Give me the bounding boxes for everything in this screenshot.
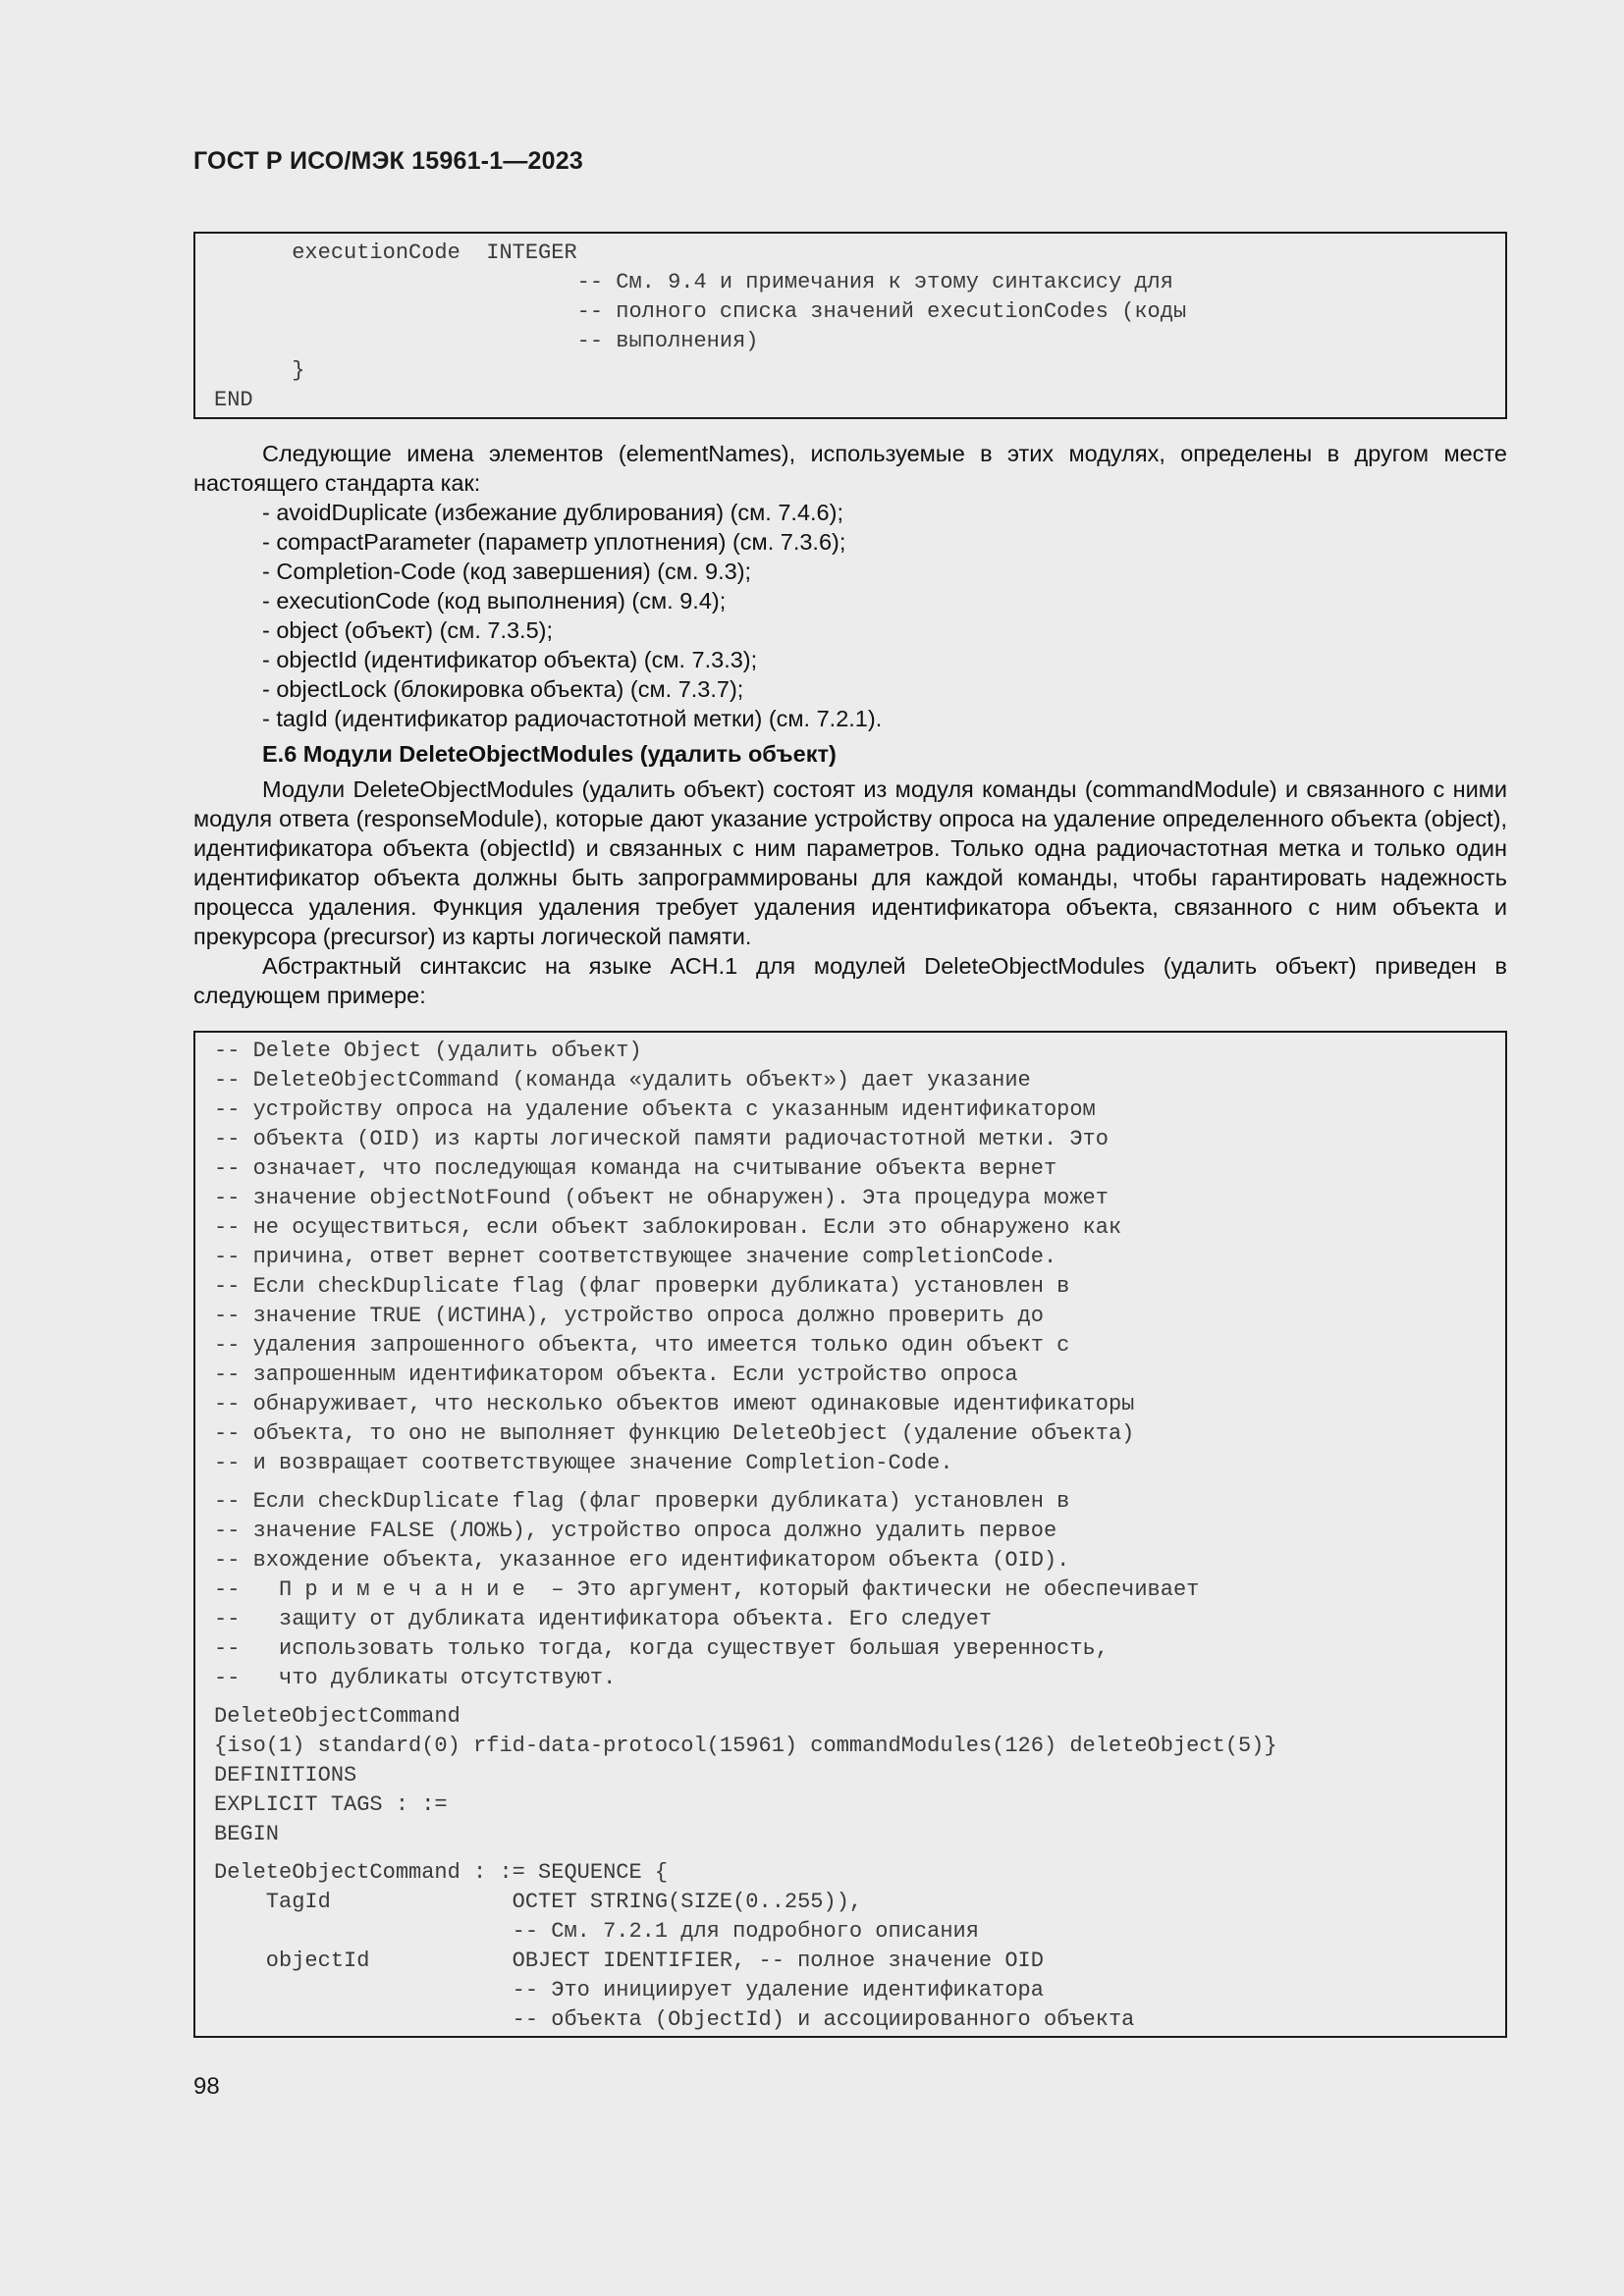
intro-paragraph: Следующие имена элементов (elementNames), используемые в этих модулях, определены в другом месте настоящего стандарта как: (193, 441, 1507, 496)
element-names-list (193, 498, 1507, 733)
section-title: Е.6 Модули DeleteObjectModules (удалить объект) (262, 741, 837, 767)
list-item: - objectLock (блокировка объекта) (см. 7.3.7); (262, 676, 744, 702)
code-block-top (193, 232, 1507, 419)
code-block-main (193, 1031, 1507, 2038)
list-item: - tagId (идентификатор радиочастотной метки) (см. 7.2.1). (262, 706, 883, 731)
description-paragraph: Модули DeleteObjectModules (удалить объект) состоят из модуля команды (commandModule) и связанного с ними модуля ответа (responseModule), которые дают указание устройству опроса на удаление определенного объекта (object), идентификатора объекта (objectId) и связанных с ним параметров. Только одна радиочастотная метка и только один идентификатор объекта должны быть запрограммированы для каждой команды, чтобы гарантировать надежность процесса удаления. Функция удаления требует удаления идентификатора объекта, связанного с ним объекта и прекурсора (precursor) из карты логической памяти. (193, 776, 1507, 949)
body-text (193, 439, 1507, 1010)
list-item: - objectId (идентификатор объекта) (см. 7.3.3); (262, 647, 758, 672)
code-comments-2: -- Если checkDuplicate flag (флаг проверки дубликата) установлен в -- значение FALSE (ЛОЖЬ), устройство опроса должно удалить первое -- вхождение объекта, указанное его идентификатором объекта (OID). -- П р и м е ч а н и е – Это аргумент, который фактически не обеспечивает -- защиту от дубликата идентификатора объекта. Его следует -- использовать только тогда, когда существует большая уверенность, -- что дубликаты отсутствуют. (214, 1489, 1200, 1690)
code-module-header: DeleteObjectCommand {iso(1) standard(0) rfid-data-protocol(15961) commandModules(126) deleteObject(5)} DEFINITIONS EXPLICIT TAGS : := BEGIN (214, 1704, 1277, 1846)
list-item: - avoidDuplicate (избежание дублирования) (см. 7.4.6); (262, 500, 843, 525)
list-item: - executionCode (код выполнения) (см. 9.4); (262, 588, 727, 614)
code-text: executionCode INTEGER -- См. 9.4 и примечания к этому синтаксису для -- полного списка значений executionCodes (коды -- выполнения) } END (214, 240, 1187, 412)
code-sequence: DeleteObjectCommand : := SEQUENCE { TagId OCTET STRING(SIZE(0..255)), -- См. 7.2.1 для подробного описания objectId OBJECT IDENTIFIER, -- полное значение OID -- Это инициирует удаление идентификатора -- объекта (ObjectId) и ассоциированного объекта (214, 1860, 1135, 2032)
list-item: - Completion-Code (код завершения) (см. 9.3); (262, 559, 752, 584)
syntax-intro-paragraph: Абстрактный синтаксис на языке АСН.1 для модулей DeleteObjectModules (удалить объект) приведен в следующем примере: (193, 953, 1507, 1008)
page-number: 98 (193, 2073, 220, 2100)
list-item: - object (объект) (см. 7.3.5); (262, 617, 553, 643)
code-comments-1: -- Delete Object (удалить объект) -- DeleteObjectCommand (команда «удалить объект») дает указание -- устройству опроса на удаление объекта с указанным идентификатором -- объекта (OID) из карты логической памяти радиочастотной метки. Это -- означает, что последующая команда на считывание объекта вернет -- значение objectNotFound (объект не обнаружен). Эта процедура может -- не осуществиться, если объект заблокирован. Если это обнаружено как -- причина, ответ вернет соответствующее значение completionCode. -- Если checkDuplicate flag (флаг проверки дубликата) установлен в -- значение TRUE (ИСТИНА), устройство опроса должно проверить до -- удаления запрошенного объекта, что имеется только один объект с -- запрошенным идентификатором объекта. Если устройство опроса -- обнаруживает, что несколько объектов имеют одинаковые идентификаторы -- объекта, то оно не выполняет функцию DeleteObject (удаление объекта) -- и возвращает соответствующее значение Completion-Code. (214, 1039, 1135, 1475)
list-item: - compactParameter (параметр уплотнения) (см. 7.3.6); (262, 529, 846, 555)
document-header: ГОСТ Р ИСО/МЭК 15961-1—2023 (193, 147, 583, 175)
